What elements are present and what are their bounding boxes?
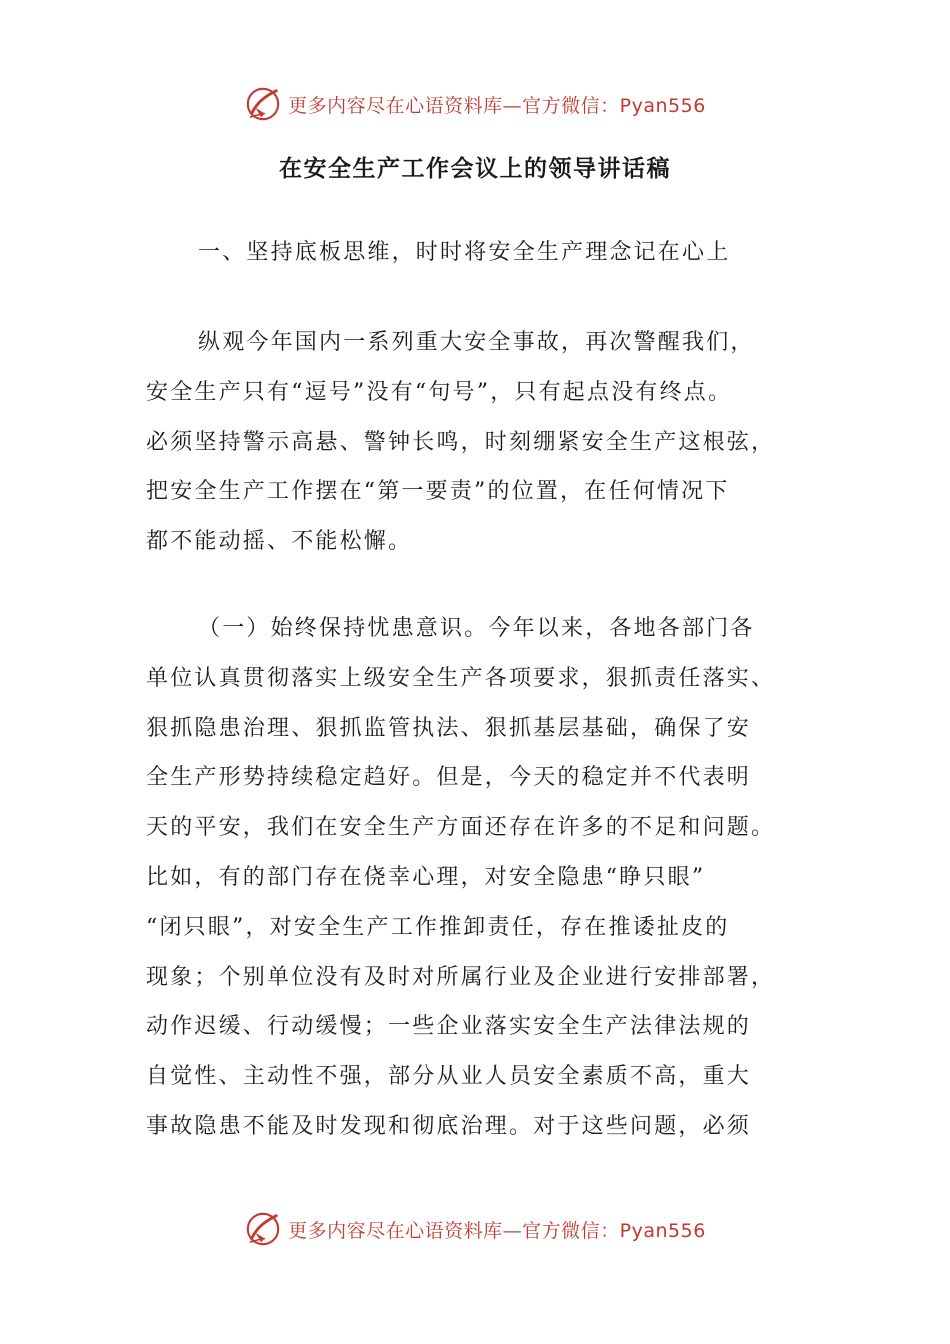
paragraph-line: 全生产形势持续稳定趋好。但是，今天的稳定并不代表明 xyxy=(146,765,752,791)
watermark-banner-bottom xyxy=(0,1207,950,1251)
paragraph-line: 必须坚持警示高悬、警钟长鸣，时刻绷紧安全生产这根弦， xyxy=(146,429,776,455)
paragraph-line: 天的平安，我们在安全生产方面还存在许多的不足和问题。 xyxy=(146,815,776,841)
paragraph-line: 比如，有的部门存在侥幸心理，对安全隐患“睁只眼” xyxy=(146,864,706,890)
watermark-label: 更多内容尽在心语资料库—官方微信： xyxy=(288,1219,620,1242)
pen-logo-icon xyxy=(244,1210,282,1248)
paragraph-line: 事故隐患不能及时发现和彻底治理。对于这些问题，必须 xyxy=(146,1113,752,1139)
paragraph-line: 现象；个别单位没有及时对所属行业及企业进行安排部署， xyxy=(146,964,776,990)
watermark-banner-top xyxy=(0,82,950,126)
paragraph-line: 单位认真贯彻落实上级安全生产各项要求，狠抓责任落实、 xyxy=(146,665,776,691)
watermark-text xyxy=(288,1216,706,1243)
paragraph-line: 狠抓隐患治理、狠抓监管执法、狠抓基层基础，确保了安 xyxy=(146,715,752,741)
paragraph-2 xyxy=(146,604,806,1152)
paragraph-line: （一）始终保持忧患意识。今年以来，各地各部门各 xyxy=(198,616,755,641)
paragraph-line: 把安全生产工作摆在“第一要责”的位置，在任何情况下 xyxy=(146,479,730,505)
paragraph-line: 都不能动摇、不能松懈。 xyxy=(146,529,413,555)
paragraph-line: 动作迟缓、行动缓慢；一些企业落实安全生产法律法规的 xyxy=(146,1014,752,1040)
document-title: 在安全生产工作会议上的领导讲话稿 xyxy=(279,156,671,182)
paragraph-line: 纵观今年国内一系列重大安全事故，再次警醒我们， xyxy=(198,330,755,355)
watermark-wechat-id: Pyan556 xyxy=(619,1219,706,1242)
pen-logo-icon xyxy=(244,85,282,123)
paragraph-line: 安全生产只有“逗号”没有“句号”，只有起点没有终点。 xyxy=(146,379,733,405)
paragraph-1 xyxy=(146,318,806,567)
paragraph-line: “闭只眼”，对安全生产工作推卸责任，存在推诿扯皮的 xyxy=(146,914,730,940)
watermark-label: 更多内容尽在心语资料库—官方微信： xyxy=(288,94,620,117)
paragraph-line: 自觉性、主动性不强，部分从业人员安全素质不高，重大 xyxy=(146,1064,752,1090)
watermark-text xyxy=(288,91,706,118)
section-heading: 一、坚持底板思维，时时将安全生产理念记在心上 xyxy=(198,240,731,265)
watermark-wechat-id: Pyan556 xyxy=(619,94,706,117)
